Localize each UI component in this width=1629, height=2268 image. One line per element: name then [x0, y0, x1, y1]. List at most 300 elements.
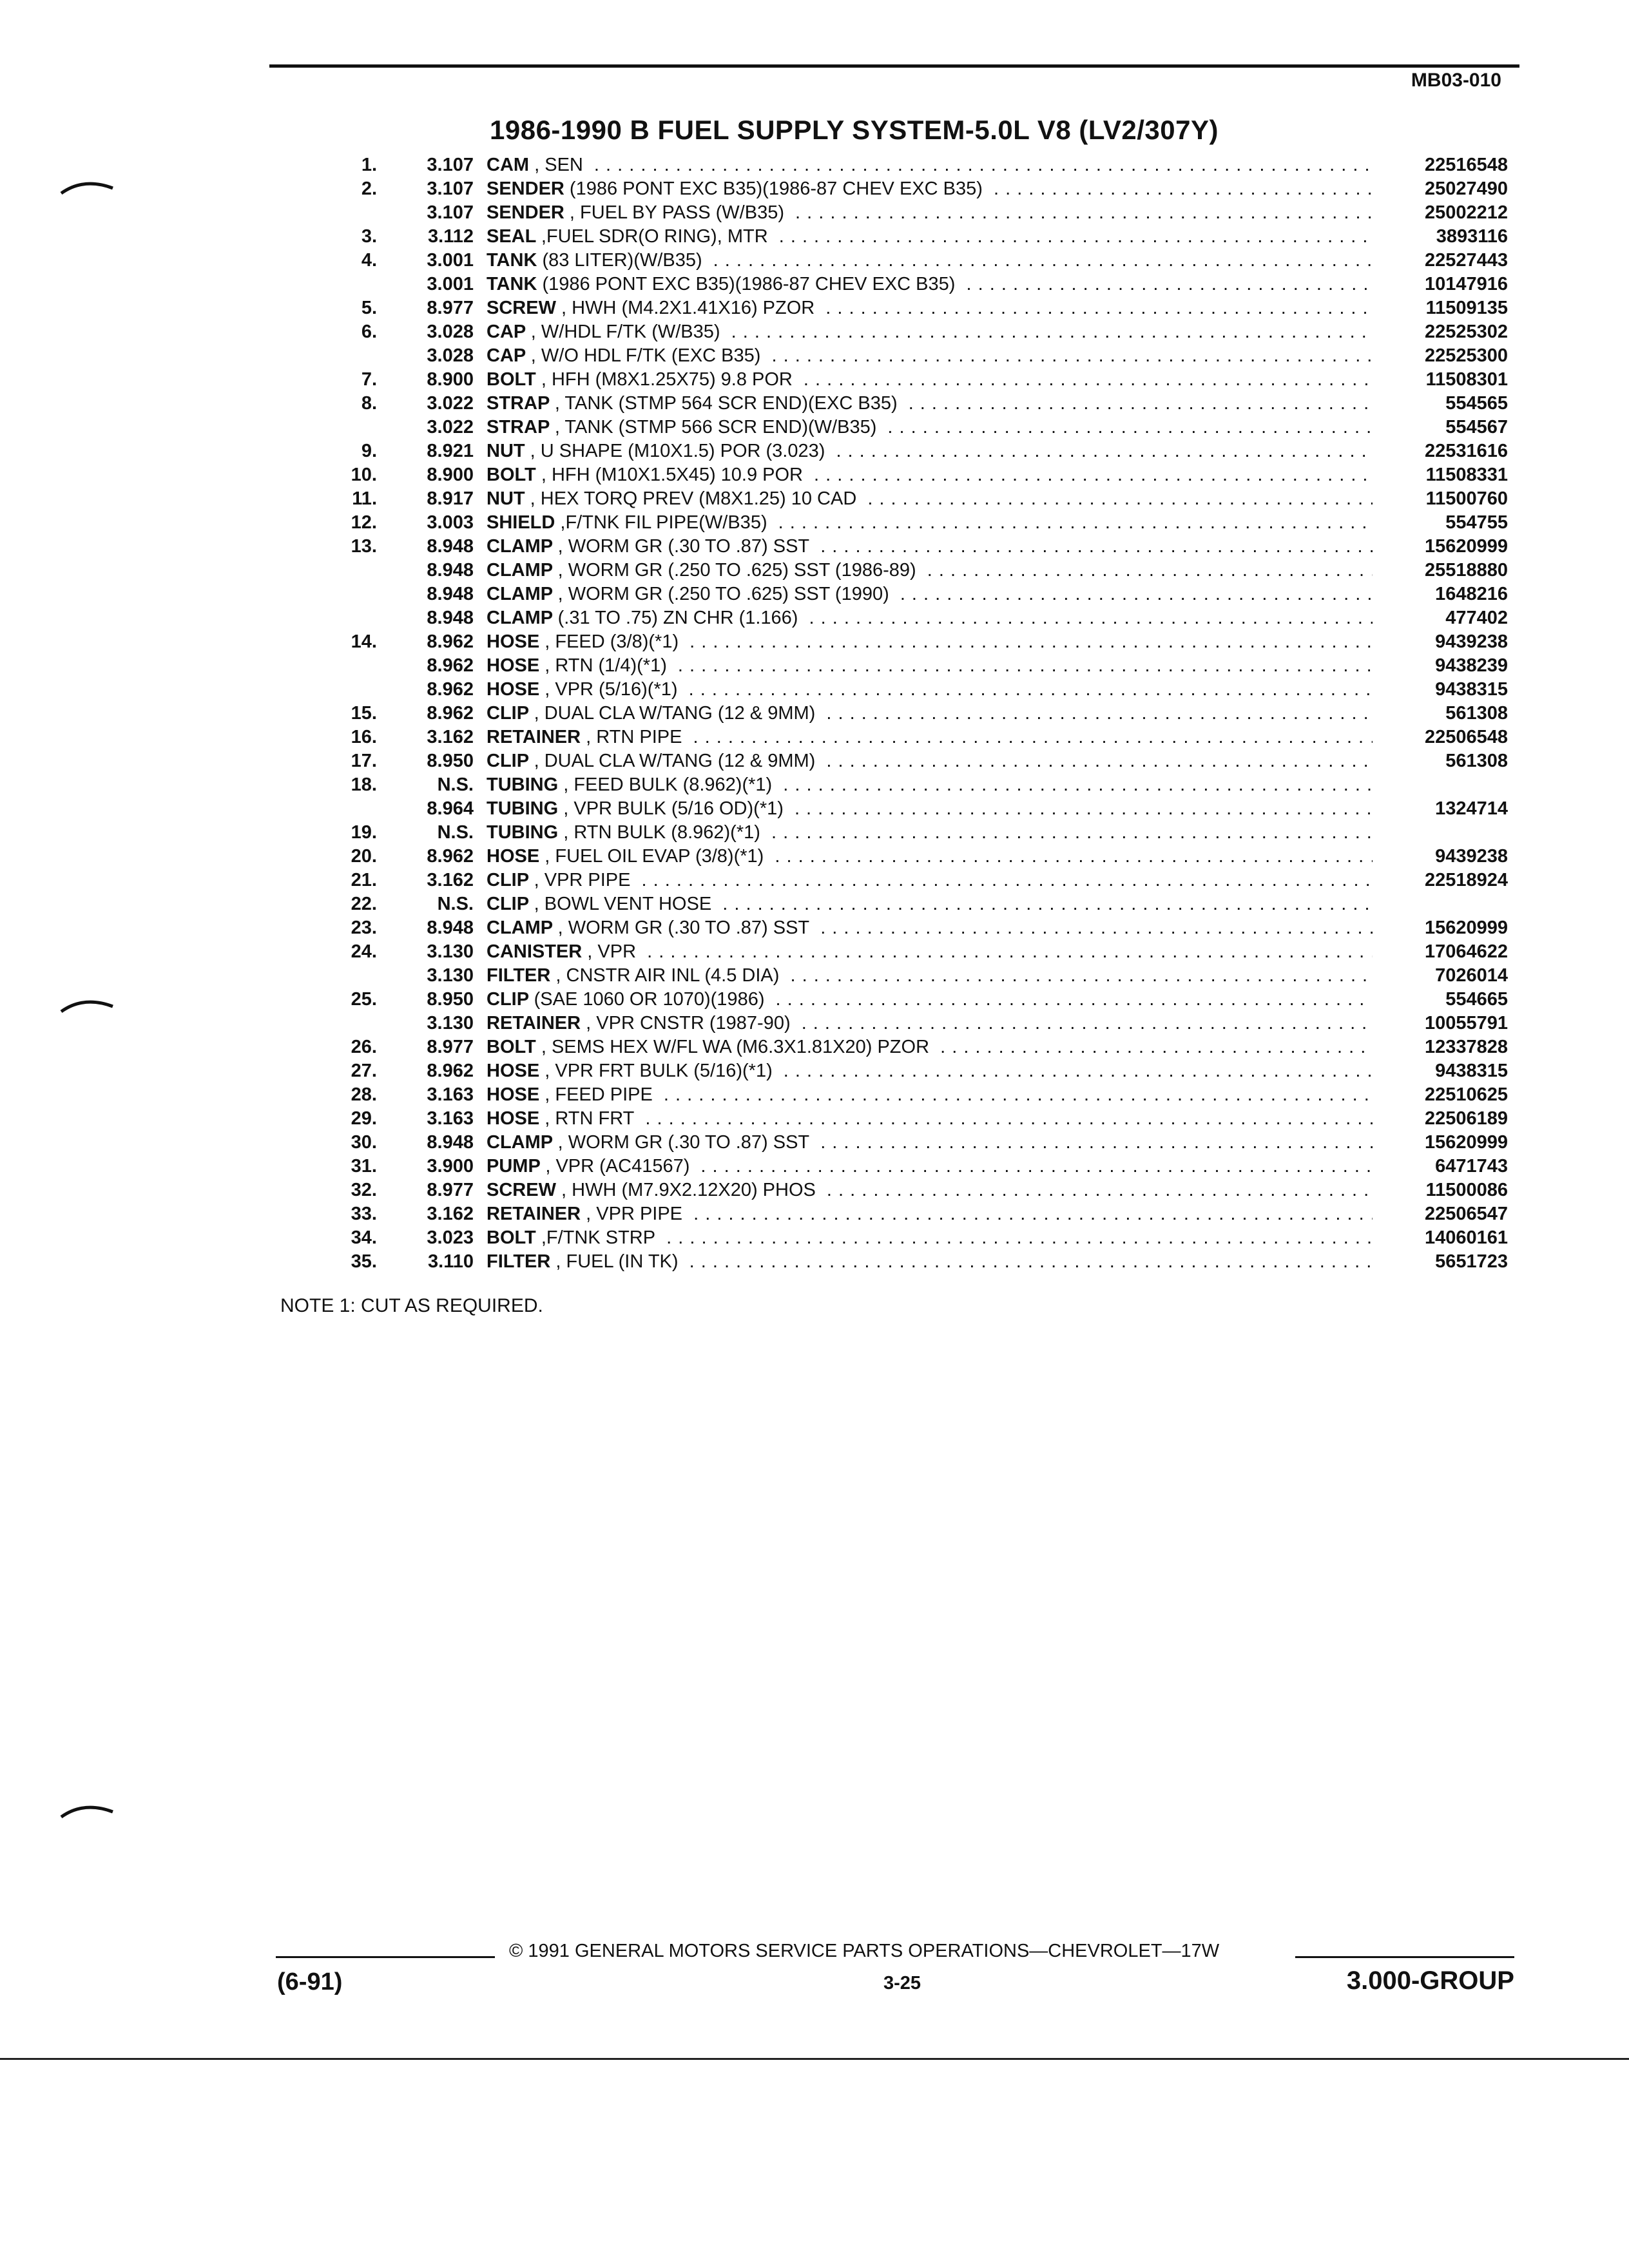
item-number: 13.: [351, 536, 377, 557]
group-number: 8.950: [427, 751, 474, 771]
bottom-rule: [0, 2058, 1629, 2060]
item-number: 24.: [351, 941, 377, 962]
part-detail: , WORM GR (.30 TO .87) SST: [557, 918, 810, 938]
part-detail: (83 LITER)(W/B35): [542, 250, 702, 271]
part-name: HOSE: [487, 1108, 540, 1129]
part-description: [487, 892, 1373, 916]
item-number: 31.: [351, 1156, 377, 1177]
group-number: 3.162: [427, 870, 474, 890]
part-row: [322, 511, 1508, 535]
part-name: CLAMP: [487, 584, 553, 604]
part-name: SEAL: [487, 226, 536, 247]
part-description: [487, 821, 1373, 845]
part-number: 7026014: [1435, 965, 1508, 986]
group-number: 8.900: [427, 465, 474, 485]
group-number: 8.948: [427, 918, 474, 938]
part-detail: , TANK (STMP 564 SCR END)(EXC B35): [554, 393, 898, 414]
part-detail: , HFH (M8X1.25X75) 9.8 POR: [541, 369, 793, 390]
group-number: 3.107: [427, 155, 474, 175]
part-detail: , CNSTR AIR INL (4.5 DIA): [555, 965, 780, 986]
revision-date: (6-91): [277, 1968, 343, 1995]
item-number: 26.: [351, 1037, 377, 1057]
item-number: 3.: [361, 226, 377, 247]
part-description: [487, 177, 1373, 201]
part-row: [322, 654, 1508, 678]
part-name: BOLT: [487, 465, 536, 485]
group-number: 3.001: [427, 250, 474, 271]
item-number: 22.: [351, 894, 377, 914]
part-row: [322, 988, 1508, 1012]
item-number: 33.: [351, 1204, 377, 1224]
part-number: 554665: [1445, 989, 1508, 1010]
group-number: N.S.: [437, 774, 474, 795]
item-number: 4.: [361, 250, 377, 271]
item-number: 5.: [361, 298, 377, 318]
part-row: [322, 821, 1508, 845]
item-number: 18.: [351, 774, 377, 795]
part-detail: , VPR (AC41567): [545, 1156, 690, 1177]
part-detail: , HWH (M4.2X1.41X16) PZOR: [561, 298, 815, 318]
part-number: 25002212: [1424, 202, 1508, 223]
part-number: 1648216: [1435, 584, 1508, 604]
part-name: NUT: [487, 488, 525, 509]
part-description: [487, 439, 1373, 463]
group-number: 3.022: [427, 393, 474, 414]
part-row: [322, 678, 1508, 702]
page-number: 3-25: [883, 1973, 921, 1994]
part-description: [487, 797, 1373, 821]
part-name: STRAP: [487, 417, 550, 437]
parts-list: [322, 153, 1508, 1274]
part-name: SCREW: [487, 1180, 556, 1200]
group-number: 3.130: [427, 1013, 474, 1033]
group-number: N.S.: [437, 894, 474, 914]
part-detail: , FUEL OIL EVAP (3/8)(*1): [545, 846, 764, 867]
item-number: 15.: [351, 703, 377, 724]
part-name: HOSE: [487, 679, 540, 700]
part-detail: , FEED PIPE: [545, 1084, 653, 1105]
part-detail: , VPR BULK (5/16 OD)(*1): [563, 798, 784, 819]
part-number: 14060161: [1424, 1227, 1508, 1248]
part-number: 9438315: [1435, 679, 1508, 700]
item-number: 34.: [351, 1227, 377, 1248]
group-number: 3.028: [427, 322, 474, 342]
group-number: 8.948: [427, 584, 474, 604]
part-description: [487, 225, 1373, 249]
item-number: 10.: [351, 465, 377, 485]
part-name: CAP: [487, 322, 526, 342]
part-description: [487, 535, 1373, 559]
part-number: 22525302: [1424, 322, 1508, 342]
footer-rule-left: [276, 1956, 495, 1958]
part-name: RETAINER: [487, 1204, 581, 1224]
part-name: TANK: [487, 250, 537, 271]
part-number: 22518924: [1424, 870, 1508, 890]
part-description: [487, 344, 1373, 368]
part-number: 561308: [1445, 751, 1508, 771]
item-number: 29.: [351, 1108, 377, 1129]
part-detail: , FEED BULK (8.962)(*1): [563, 774, 773, 795]
part-row: [322, 702, 1508, 726]
part-number: 25518880: [1424, 560, 1508, 581]
part-detail: , VPR CNSTR (1987-90): [586, 1013, 791, 1033]
part-name: HOSE: [487, 846, 540, 867]
group-number: 8.977: [427, 1180, 474, 1200]
part-number: 1324714: [1435, 798, 1508, 819]
part-name: CLIP: [487, 751, 529, 771]
part-row: [322, 1250, 1508, 1274]
group-number: 8.950: [427, 989, 474, 1010]
part-row: [322, 487, 1508, 511]
part-name: PUMP: [487, 1156, 541, 1177]
part-number: 22506548: [1424, 727, 1508, 747]
part-row: [322, 535, 1508, 559]
part-name: FILTER: [487, 965, 551, 986]
group-number: 3.028: [427, 345, 474, 366]
part-number: 9439238: [1435, 631, 1508, 652]
binder-hole-mark: [58, 992, 116, 1018]
part-number: 554567: [1445, 417, 1508, 437]
group-number: 8.977: [427, 1037, 474, 1057]
part-name: HOSE: [487, 1061, 540, 1081]
part-number: 12337828: [1424, 1037, 1508, 1057]
item-number: 1.: [361, 155, 377, 175]
binder-hole-mark: [58, 174, 116, 200]
part-row: [322, 892, 1508, 916]
part-name: CANISTER: [487, 941, 583, 962]
part-detail: , BOWL VENT HOSE: [534, 894, 712, 914]
group-number: 3.162: [427, 1204, 474, 1224]
part-description: [487, 1035, 1373, 1059]
binder-hole-mark: [58, 1798, 116, 1823]
part-detail: (1986 PONT EXC B35)(1986-87 CHEV EXC B35): [569, 178, 983, 199]
part-row: [322, 1178, 1508, 1202]
part-row: [322, 1226, 1508, 1250]
part-description: [487, 463, 1373, 487]
part-detail: , HFH (M10X1.5X45) 10.9 POR: [541, 465, 803, 485]
part-detail: , U SHAPE (M10X1.5) POR (3.023): [530, 441, 825, 461]
group-number: 3.003: [427, 512, 474, 533]
part-name: TUBING: [487, 822, 559, 843]
part-name: CLAMP: [487, 1132, 553, 1153]
item-number: 17.: [351, 751, 377, 771]
part-name: NUT: [487, 441, 525, 461]
part-row: [322, 1035, 1508, 1059]
item-number: 35.: [351, 1251, 377, 1272]
part-detail: ,FUEL SDR(O RING), MTR: [541, 226, 768, 247]
part-name: SHIELD: [487, 512, 555, 533]
part-number: 22510625: [1424, 1084, 1508, 1105]
part-row: [322, 1107, 1508, 1131]
group-number: 8.948: [427, 560, 474, 581]
part-detail: , WORM GR (.30 TO .87) SST: [557, 536, 810, 557]
part-row: [322, 845, 1508, 869]
group-number: N.S.: [437, 822, 474, 843]
part-number: 11500086: [1425, 1180, 1508, 1200]
part-row: [322, 773, 1508, 797]
part-name: STRAP: [487, 393, 550, 414]
part-name: CAP: [487, 345, 526, 366]
item-number: 2.: [361, 178, 377, 199]
part-number: 15620999: [1424, 536, 1508, 557]
item-number: 25.: [351, 989, 377, 1010]
item-number: 8.: [361, 393, 377, 414]
part-row: [322, 416, 1508, 439]
item-number: 19.: [351, 822, 377, 843]
item-number: 27.: [351, 1061, 377, 1081]
part-detail: , FEED (3/8)(*1): [545, 631, 679, 652]
group-number: 8.964: [427, 798, 474, 819]
part-detail: , HEX TORQ PREV (M8X1.25) 10 CAD: [530, 488, 857, 509]
part-description: [487, 487, 1373, 511]
part-name: CLAMP: [487, 560, 553, 581]
part-description: [487, 320, 1373, 344]
document-code: MB03-010: [1411, 70, 1501, 91]
part-description: [487, 869, 1373, 892]
part-number: 10055791: [1424, 1013, 1508, 1033]
part-description: [487, 273, 1373, 296]
part-number: 22506547: [1424, 1204, 1508, 1224]
part-name: HOSE: [487, 631, 540, 652]
top-rule: [269, 64, 1519, 68]
part-number: 11509135: [1425, 298, 1508, 318]
part-description: [487, 773, 1373, 797]
part-description: [487, 368, 1373, 392]
part-row: [322, 940, 1508, 964]
part-description: [487, 726, 1373, 749]
part-number: 15620999: [1424, 1132, 1508, 1153]
part-row: [322, 1155, 1508, 1178]
part-name: FILTER: [487, 1251, 551, 1272]
group-label: 3.000-GROUP: [1346, 1966, 1514, 1995]
item-number: 14.: [351, 631, 377, 652]
note: NOTE 1: CUT AS REQUIRED.: [280, 1295, 543, 1316]
part-row: [322, 249, 1508, 273]
part-name: CLIP: [487, 989, 529, 1010]
item-number: 32.: [351, 1180, 377, 1200]
part-detail: , VPR FRT BULK (5/16)(*1): [545, 1061, 773, 1081]
part-row: [322, 582, 1508, 606]
part-detail: , WORM GR (.250 TO .625) SST (1986-89): [557, 560, 916, 581]
part-description: [487, 249, 1373, 273]
group-number: 8.900: [427, 369, 474, 390]
part-name: CLAMP: [487, 918, 553, 938]
group-number: 3.001: [427, 274, 474, 294]
part-name: TUBING: [487, 798, 559, 819]
part-description: [487, 416, 1373, 439]
group-number: 3.163: [427, 1108, 474, 1129]
part-row: [322, 630, 1508, 654]
part-name: CLIP: [487, 703, 529, 724]
part-row: [322, 201, 1508, 225]
item-number: 12.: [351, 512, 377, 533]
group-number: 8.948: [427, 1132, 474, 1153]
part-description: [487, 749, 1373, 773]
part-description: [487, 678, 1373, 702]
part-description: [487, 1083, 1373, 1107]
part-detail: , W/O HDL F/TK (EXC B35): [530, 345, 761, 366]
group-number: 8.962: [427, 631, 474, 652]
group-number: 3.110: [428, 1251, 474, 1272]
item-number: 30.: [351, 1132, 377, 1153]
part-number: 9438315: [1435, 1061, 1508, 1081]
part-row: [322, 177, 1508, 201]
group-number: 8.962: [427, 655, 474, 676]
part-number: 5651723: [1435, 1251, 1508, 1272]
part-detail: , RTN PIPE: [586, 727, 682, 747]
group-number: 8.962: [427, 679, 474, 700]
part-row: [322, 1202, 1508, 1226]
group-number: 8.921: [427, 441, 474, 461]
part-detail: , WORM GR (.250 TO .625) SST (1990): [557, 584, 889, 604]
part-row: [322, 344, 1508, 368]
part-name: HOSE: [487, 655, 540, 676]
part-row: [322, 869, 1508, 892]
part-number: 15620999: [1424, 918, 1508, 938]
part-number: 22506189: [1424, 1108, 1508, 1129]
part-name: RETAINER: [487, 727, 581, 747]
part-description: [487, 630, 1373, 654]
part-row: [322, 1012, 1508, 1035]
part-description: [487, 964, 1373, 988]
part-description: [487, 988, 1373, 1012]
part-detail: (SAE 1060 OR 1070)(1986): [534, 989, 765, 1010]
part-number: 11508301: [1425, 369, 1508, 390]
part-description: [487, 153, 1373, 177]
part-row: [322, 1131, 1508, 1155]
part-name: CLAMP: [487, 608, 553, 628]
part-row: [322, 392, 1508, 416]
part-number: 6471743: [1435, 1156, 1508, 1177]
part-row: [322, 225, 1508, 249]
part-description: [487, 1226, 1373, 1250]
part-name: CLIP: [487, 870, 529, 890]
part-description: [487, 654, 1373, 678]
part-description: [487, 559, 1373, 582]
part-row: [322, 320, 1508, 344]
group-number: 3.107: [427, 202, 474, 223]
part-description: [487, 1131, 1373, 1155]
part-detail: , RTN (1/4)(*1): [545, 655, 667, 676]
part-number: 11500760: [1425, 488, 1508, 509]
page-title: 1986-1990 B FUEL SUPPLY SYSTEM-5.0L V8 (LV2/307Y): [490, 115, 1219, 145]
group-number: 8.962: [427, 703, 474, 724]
part-detail: , DUAL CLA W/TANG (12 & 9MM): [534, 751, 816, 771]
part-detail: , WORM GR (.30 TO .87) SST: [557, 1132, 810, 1153]
part-row: [322, 153, 1508, 177]
part-name: SENDER: [487, 202, 564, 223]
part-description: [487, 702, 1373, 726]
group-number: 3.162: [427, 727, 474, 747]
group-number: 8.948: [427, 608, 474, 628]
part-detail: ,F/TNK FIL PIPE(W/B35): [560, 512, 767, 533]
part-row: [322, 559, 1508, 582]
part-name: TANK: [487, 274, 537, 294]
group-number: 3.900: [427, 1156, 474, 1177]
part-detail: , DUAL CLA W/TANG (12 & 9MM): [534, 703, 816, 724]
part-description: [487, 201, 1373, 225]
part-number: 17064622: [1424, 941, 1508, 962]
part-detail: , FUEL BY PASS (W/B35): [569, 202, 784, 223]
part-name: HOSE: [487, 1084, 540, 1105]
part-description: [487, 940, 1373, 964]
part-number: 477402: [1445, 608, 1508, 628]
group-number: 8.962: [427, 846, 474, 867]
part-name: SCREW: [487, 298, 556, 318]
part-description: [487, 606, 1373, 630]
part-row: [322, 273, 1508, 296]
part-description: [487, 1012, 1373, 1035]
item-number: 9.: [361, 441, 377, 461]
group-number: 3.163: [427, 1084, 474, 1105]
part-row: [322, 606, 1508, 630]
part-name: SENDER: [487, 178, 564, 199]
part-number: 9439238: [1435, 846, 1508, 867]
part-number: 9438239: [1435, 655, 1508, 676]
part-description: [487, 1202, 1373, 1226]
part-row: [322, 797, 1508, 821]
item-number: 28.: [351, 1084, 377, 1105]
part-detail: (1986 PONT EXC B35)(1986-87 CHEV EXC B35): [542, 274, 956, 294]
part-description: [487, 1107, 1373, 1131]
part-description: [487, 582, 1373, 606]
part-number: 22525300: [1424, 345, 1508, 366]
group-number: 3.023: [427, 1227, 474, 1248]
part-detail: , VPR (5/16)(*1): [545, 679, 678, 700]
part-description: [487, 296, 1373, 320]
part-number: 11508331: [1425, 465, 1508, 485]
part-row: [322, 726, 1508, 749]
group-number: 8.977: [427, 298, 474, 318]
part-number: 561308: [1445, 703, 1508, 724]
part-detail: (.31 TO .75) ZN CHR (1.166): [557, 608, 798, 628]
part-row: [322, 1059, 1508, 1083]
part-name: BOLT: [487, 1227, 536, 1248]
part-description: [487, 1155, 1373, 1178]
item-number: 23.: [351, 918, 377, 938]
group-number: 3.130: [427, 941, 474, 962]
part-number: 22516548: [1424, 155, 1508, 175]
item-number: 21.: [351, 870, 377, 890]
part-name: CLIP: [487, 894, 529, 914]
part-row: [322, 296, 1508, 320]
part-detail: , VPR PIPE: [586, 1204, 683, 1224]
part-detail: , VPR: [587, 941, 637, 962]
part-detail: , SEMS HEX W/FL WA (M6.3X1.81X20) PZOR: [541, 1037, 930, 1057]
part-detail: , TANK (STMP 566 SCR END)(W/B35): [554, 417, 877, 437]
part-row: [322, 368, 1508, 392]
part-number: 3893116: [1436, 226, 1508, 247]
part-name: CAM: [487, 155, 530, 175]
group-number: 3.130: [427, 965, 474, 986]
part-row: [322, 463, 1508, 487]
part-row: [322, 439, 1508, 463]
part-number: 10147916: [1424, 274, 1508, 294]
part-description: [487, 392, 1373, 416]
part-name: TUBING: [487, 774, 559, 795]
part-detail: , W/HDL F/TK (W/B35): [530, 322, 720, 342]
part-description: [487, 1059, 1373, 1083]
part-detail: ,F/TNK STRP: [541, 1227, 656, 1248]
item-number: 16.: [351, 727, 377, 747]
part-name: BOLT: [487, 369, 536, 390]
group-number: 3.112: [428, 226, 474, 247]
part-name: RETAINER: [487, 1013, 581, 1033]
part-number: 22531616: [1424, 441, 1508, 461]
part-number: 554755: [1445, 512, 1508, 533]
group-number: 3.022: [427, 417, 474, 437]
group-number: 3.107: [427, 178, 474, 199]
